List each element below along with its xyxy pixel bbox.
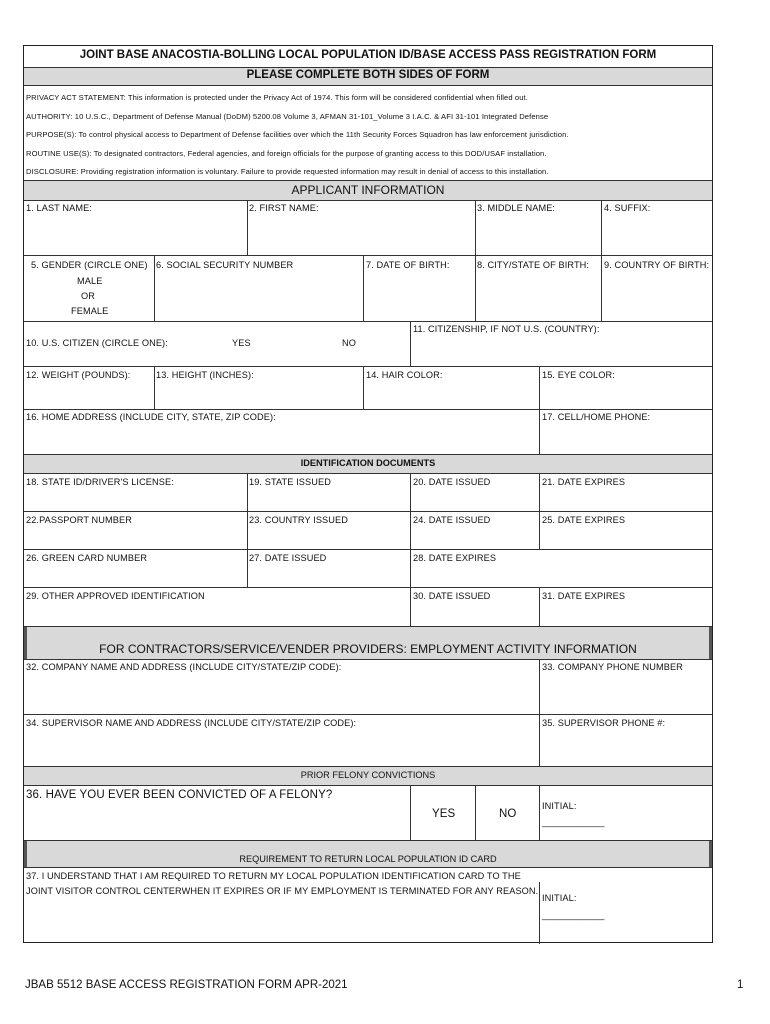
authority-text: AUTHORITY: 10 U.S.C., Department of Defense Manual (DoDM) 5200.08 Volume 3, AFMAN 31-101_Volume 3 I.A.C. & AFI 31-101 Integrated Defense — [26, 112, 549, 121]
green-card-date-expires-field[interactable]: 28. DATE EXPIRES — [413, 553, 497, 563]
phone-field[interactable]: 17. CELL/HOME PHONE: — [542, 412, 651, 422]
purpose-text: PURPOSE(S): To control physical access to Department of Defense facilities over which the 11th Security Forces Squadron has law enforcement jurisdiction. — [26, 130, 569, 139]
other-id-date-issued-field[interactable]: 30. DATE ISSUED — [413, 591, 491, 601]
passport-date-expires-field[interactable]: 25. DATE EXPIRES — [542, 515, 626, 525]
us-citizen-no-option[interactable]: NO — [342, 338, 356, 348]
drivers-license-field[interactable]: 18. STATE ID/DRIVER'S LICENSE: — [26, 477, 174, 487]
company-phone-field[interactable]: 33. COMPANY PHONE NUMBER — [542, 662, 683, 672]
return-card-initial-field[interactable]: ____________ — [542, 910, 605, 920]
felony-no-option[interactable]: NO — [499, 808, 517, 820]
privacy-statement: PRIVACY ACT STATEMENT: This information is protected under the Privacy Act of 1974. This form will be considered confidential when filled out. — [26, 93, 528, 102]
height-field[interactable]: 13. HEIGHT (INCHES): — [156, 370, 254, 380]
country-birth-field[interactable]: 9. COUNTRY OF BIRTH: — [604, 260, 710, 270]
middle-name-field[interactable]: 3. MIDDLE NAME: — [477, 203, 556, 213]
felony-yes-option[interactable]: YES — [432, 808, 456, 820]
return-card-section-title: REQUIREMENT TO RETURN LOCAL POPULATION ID CARD — [239, 854, 497, 864]
citizenship-field[interactable]: 11. CITIZENSHIP, IF NOT U.S. (COUNTRY): — [413, 324, 600, 334]
green-card-number-field[interactable]: 26. GREEN CARD NUMBER — [26, 553, 148, 563]
return-card-statement-line2: JOINT VISITOR CONTROL CENTERWHEN IT EXPIRES OR IF MY EMPLOYMENT IS TERMINATED FOR ANY REASON. — [26, 886, 539, 896]
dob-field[interactable]: 7. DATE OF BIRTH: — [366, 260, 450, 270]
routine-use-text: ROUTINE USE(S): To designated contractors, Federal agencies, and foreign officials for the purpose of granting access to this DOD/USAF installation. — [26, 149, 547, 158]
gender-female-option[interactable]: FEMALE — [71, 306, 109, 316]
hair-color-field[interactable]: 14. HAIR COLOR: — [366, 370, 443, 380]
return-card-statement-line1: 37. I UNDERSTAND THAT I AM REQUIRED TO RETURN MY LOCAL POPULATION IDENTIFICATION CARD TO THE — [26, 871, 521, 881]
weight-field[interactable]: 12. WEIGHT (POUNDS): — [26, 370, 131, 380]
employment-section-title: FOR CONTRACTORS/SERVICE/VENDER PROVIDERS: EMPLOYMENT ACTIVITY INFORMATION — [99, 642, 637, 656]
form-subtitle: PLEASE COMPLETE BOTH SIDES OF FORM — [246, 69, 490, 81]
gender-label: 5. GENDER (CIRCLE ONE) — [31, 260, 148, 270]
other-id-field[interactable]: 29. OTHER APPROVED IDENTIFICATION — [26, 591, 205, 601]
gender-male-option[interactable]: MALE — [77, 276, 103, 286]
first-name-field[interactable]: 2. FIRST NAME: — [249, 203, 319, 213]
passport-number-field[interactable]: 22.PASSPORT NUMBER — [26, 515, 132, 525]
suffix-field[interactable]: 4. SUFFIX: — [604, 203, 651, 213]
green-card-date-issued-field[interactable]: 27. DATE ISSUED — [249, 553, 327, 563]
felony-question: 36. HAVE YOU EVER BEEN CONVICTED OF A FELONY? — [26, 789, 333, 801]
dl-date-expires-field[interactable]: 21. DATE EXPIRES — [542, 477, 626, 487]
felony-initial-field[interactable]: ____________ — [542, 817, 605, 827]
city-state-birth-field[interactable]: 8. CITY/STATE OF BIRTH: — [477, 260, 590, 270]
ssn-field[interactable]: 6. SOCIAL SECURITY NUMBER — [156, 260, 294, 270]
disclosure-text: DISCLOSURE: Providing registration information is voluntary. Failure to provide requested information may result in denial of access to this installation. — [26, 167, 549, 176]
page-number: 1 — [737, 979, 744, 991]
supervisor-address-field[interactable]: 34. SUPERVISOR NAME AND ADDRESS (INCLUDE CITY/STATE/ZIP CODE): — [26, 718, 357, 728]
return-card-initial-label: INITIAL: — [542, 893, 577, 903]
dl-date-issued-field[interactable]: 20. DATE ISSUED — [413, 477, 491, 487]
supervisor-phone-field[interactable]: 35. SUPERVISOR PHONE #: — [542, 718, 666, 728]
home-address-field[interactable]: 16. HOME ADDRESS (INCLUDE CITY, STATE, ZIP CODE): — [26, 412, 276, 422]
state-issued-field[interactable]: 19. STATE ISSUED — [249, 477, 331, 487]
form-title: JOINT BASE ANACOSTIA-BOLLING LOCAL POPULATION ID/BASE ACCESS PASS REGISTRATION FORM — [79, 49, 657, 61]
eye-color-field[interactable]: 15. EYE COLOR: — [542, 370, 615, 380]
gender-or-text: OR — [81, 291, 95, 301]
company-address-field[interactable]: 32. COMPANY NAME AND ADDRESS (INCLUDE CITY/STATE/ZIP CODE): — [26, 662, 342, 672]
felony-initial-label: INITIAL: — [542, 801, 577, 811]
us-citizen-yes-option[interactable]: YES — [232, 338, 251, 348]
felony-section-title: PRIOR FELONY CONVICTIONS — [300, 770, 436, 780]
id-docs-section-title: IDENTIFICATION DOCUMENTS — [300, 458, 436, 468]
other-id-date-expires-field[interactable]: 31. DATE EXPIRES — [542, 591, 626, 601]
last-name-field[interactable]: 1. LAST NAME: — [26, 203, 92, 213]
country-issued-field[interactable]: 23. COUNTRY ISSUED — [249, 515, 348, 525]
registration-form — [23, 45, 713, 943]
passport-date-issued-field[interactable]: 24. DATE ISSUED — [413, 515, 491, 525]
form-id-footer: JBAB 5512 BASE ACCESS REGISTRATION FORM APR-2021 — [25, 979, 348, 991]
us-citizen-label: 10. U.S. CITIZEN (CIRCLE ONE): — [26, 338, 168, 348]
applicant-section-title: APPLICANT INFORMATION — [291, 183, 445, 197]
